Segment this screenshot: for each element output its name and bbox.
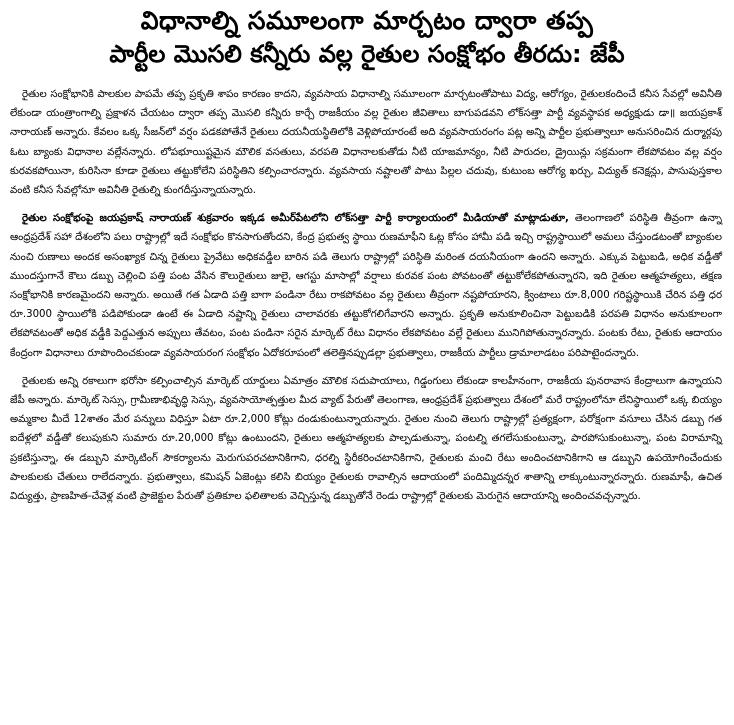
article-paragraph-1: రైతుల సంక్షోభానికి పాలకుల పాపమే తప్ప ప్రకృతి శాపం కారణం కాదని, వ్యవసాయ విధానాల్ని సమూలంగా మార్చటంతోపాటు విద్య, ఆరోగ్యం, రైతులకందించే కనీస సేవల్లో అవినీతి లేకుండా యంత్రాంగాల్ని ప్రక్షాళన చేయటం ద్వారా తప్ప మొసలి కన్నీరు కార్చే రాజకీయం వల్ల రైతుల జీవితాలు బాగుపడవని లోక్‌సత్తా పార్టీ వ్యవస్థాపక అధ్యక్షుడు డా॥ జయప్రకాశ్ నారాయణ్ అన్నారు. కేవలం ఒక్క సీజన్‌లో వర్షం పడకపోతేనే రైతులు దయనీయస్థితిలోకి వెళ్లిపోయారంటే అది వ్యవసాయరంగం పట్ల అన్ని పార్టీల ప్రభుత్వాలూ అనుసరించిన దుర్మార్గపు ఓటు బ్యాంకు విధానాల వల్లేనన్నారు. లోపభూయిష్టమైన మౌలిక వసతులు, వరపతి విధానాలకుతోడు నీటి యాజమాన్యం, నీటి పారుదల, డ్రైయిన్లు సక్రమంగా లేకపోవటం వల్ల వర్షం కురవకపోయినా, కురిసినా కూడా రైతులు తట్టుకోలేని పరిస్థితిని కల్పించారన్నారు. వ్యవసాయ నష్టాలతో పాటు పిల్లల చదువు, కుటుంబ ఆరోగ్య ఖర్చు, విద్యుత్ కనెక్షన్లు, పాసుపుస్తకాల వంటి కనీస సేవల్లోనూ అవినీతి రైతుల్ని కుంగదీస్తున్నాయన్నారు.	[10, 89, 722, 197]
paragraph-2-body: తెలంగాణలో పరిస్థితి తీవ్రంగా ఉన్నా ఆంధ్రప్రదేశ్ సహా దేశంలోని పలు రాష్ట్రాల్లో ఇదే సంక్షోభం కొనసాగుతోందని, కేంద్ర ప్రభుత్వ స్థాయి రుణమాఫీని ఓట్ల కోసం హామీ పడి ఇచ్చి రాష్ట్రస్థాయిలో అమలు చేస్తుండటంతో బ్యాంకుల నుంచి రుణాలు అందక అసంఖ్యాక చిన్న రైతులు ప్రైవేటు అధికవడ్డీల బారిన పడి తెలుగు రాష్ట్రాల్లో పరిస్థితి మరింత దయనీయంగా ఉందని అన్నారు. ఎక్కువ పెట్టుబడి, అధిక వడ్డీతో ముందస్తుగానే కౌలు డబ్బు చెల్లించి పత్తి పంట వేసిన కౌలురైతులు జులై, ఆగస్టు మాసాల్లో వర్షాలు కురవక పంట పోవటంతో తట్టుకోలేకపోతున్నారని, ఇది రైతుల ఆత్మహత్యలు, తక్షణ సంక్షోభానికి కారణమైందని అన్నారు. అయితే గత ఏడాది పత్తి బాగా పండినా రేటు రాకపోవటం వల్ల రైతులు తీవ్రంగా నష్టపోయారని, క్వింటాలు రూ.8,000 గరిష్టస్థాయికి చేరిన పత్తి ధర రూ.3000 స్థాయిలోకి పడిపోకుండా ఉంటే ఈ ఏడాది నష్టాన్ని రైతులు చాలావరకు తట్టుకోగలిగేవారని అన్నారు. ప్రకృతి అనుకూలించినా పెట్టుబడికి పరపతి విధానం అనుకూలంగా లేకపోవటంతో అధిక వడ్డీకి పెద్దఎత్తున అప్పులు తేవటం, పంట పండినా సరైన మార్కెట్ రేటు విధానం లేకపోవటం వల్లే రైతులు మునిగిపోతున్నారన్నారు. పంటకు రేటు, రైతుకు ఆదాయం కేంద్రంగా విధానాలు రూపొందించకుండా వ్యవసాయరంగ సంక్షోభం ఏదోకరూపంలో తలెత్తినప్పుడల్లా ప్రభుత్వాలు, రాజకీయ పార్టీలు డ్రామాలాడటం పరిపాటైందన్నారు.	[10, 213, 722, 359]
headline-line-1: విధానాల్ని సమూలంగా మార్చటం ద్వారా తప్ప	[140, 6, 594, 35]
headline-line-2: పార్టీల మొసలి కన్నీరు వల్ల రైతుల సంక్షోభం తీరదు: జేపీ	[109, 40, 625, 68]
article-paragraph-3: రైతులకు అన్ని రకాలుగా భరోసా కల్పించాల్సిన మార్కెట్ యార్డులు ఏమాత్రం మౌలిక సదుపాయాలు, గిడ్డంగులు లేకుండా కాలహీనంగా, రాజకీయ పునరావాస కేంద్రాలుగా ఉన్నాయని జేపీ అన్నారు. మార్కెట్ సెస్సు, గ్రామీణాభివృద్ధి సెస్సు, వ్యవసాయోత్పత్తుల మీద వ్యాట్ పేరుతో తెలంగాణ, ఆంధ్రప్రదేశ్ ప్రభుత్వాలు దేశంలో మరే రాష్ట్రంలోనూ లేనిస్థాయిలో ఒక్క బియ్యం అమ్మకాల మీదే 12శాతం మేర పన్నులు విధిస్తూ ఏటా రూ.2,000 కోట్లు దండుకుంటున్నాయన్నారు. రైతుల నుంచి తెలుగు రాష్ట్రాల్లో ప్రత్యక్షంగా, పరోక్షంగా వసూలు చేసిన డబ్బు గత ఐదేళ్లలో వడ్డీతో కలుపుకుని సుమారు రూ.20,000 కోట్లు ఉంటుందని, రైతులు ఆత్మహత్యలకు పాల్పడుతున్నా, పంటల్ని తగలేసుకుంటున్నా, పారపోసుకుంటున్నా, పంట విరామాన్ని ప్రకటిస్తున్నా, ఈ డబ్బుని మార్కెటింగ్ సౌకర్యాలను మెరుగుపరచటానికిగాని, ధరల్ని స్థిరీకరించటానికిగాని, రైతులకు మంచి రేటు అందించటానికిగాని ఆ డబ్బుని ఉపయోగించేందుకు పాలకులకు చేతులు రాలేదన్నారు. ప్రభుత్వాలు, కమిషన్ ఏజెంట్లు కలిసి బియ్యం రైతులకు రావాల్సిన ఆదాయంలో పందిమ్మిదన్నర శాతాన్ని లాక్కుంటున్నారన్నారు. రుణమాఫీ, ఉచిత విద్యుత్తు, ప్రాణహిత-చేవెళ్ల వంటి ప్రాజెక్టుల పేరుతో ప్రతికూల ఫలితాలకు వెచ్చిస్తున్న డబ్బుతోనే రెండు రాష్ట్రాల్లో రైతులకు మెరుగైన ఆదాయాన్ని అందించవచ్చన్నారు.	[10, 375, 722, 503]
article-paragraph-2	[8, 209, 726, 363]
paragraph-2-lead: రైతుల సంక్షోభంపై జయప్రకాష్ నారాయణ్ శుక్రవారం ఇక్కడ అమీర్‌పేటలోని లోక్‌సత్తా పార్టీ కార్యాలయంలో మీడియాతో మాట్లాడుతూ,	[22, 213, 569, 225]
